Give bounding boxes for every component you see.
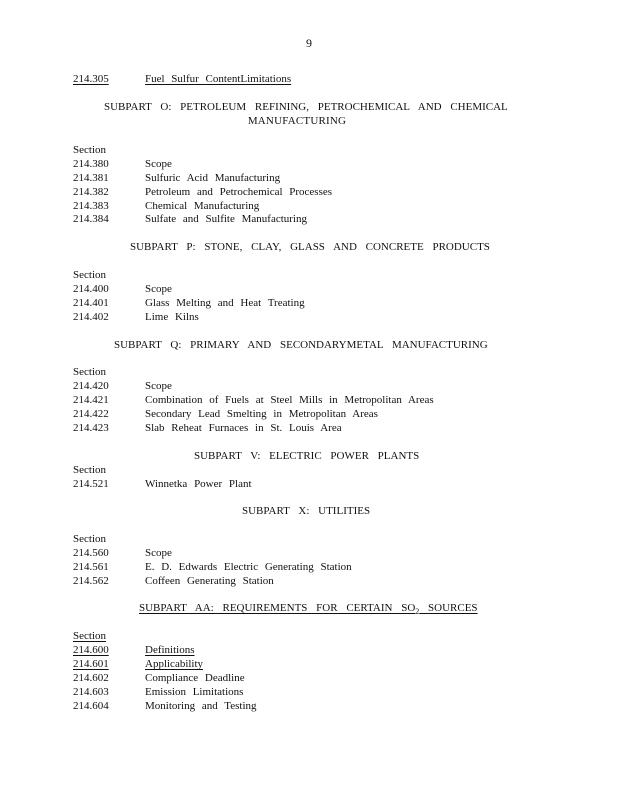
section-title: Slab Reheat Furnaces in St. Louis Area [145,422,342,434]
section-number: 214.421 [73,394,109,406]
section-title: Definitions [145,644,195,656]
section-title: Winnetka Power Plant [145,478,252,490]
subpart-p-heading: SUBPART P: STONE, CLAY, GLASS AND CONCRETE PRODUCTS [130,241,490,253]
section-number: 214.401 [73,297,109,309]
section-title: Sulfuric Acid Manufacturing [145,172,281,184]
section-label: Section [73,269,106,281]
section-label: Section [73,533,106,545]
subpart-aa-heading-main: SUBPART AA: REQUIREMENTS FOR CERTAIN SO [139,602,416,614]
section-title: Chemical Manufacturing [145,200,260,212]
section-number: 214.402 [73,311,109,323]
section-number: 214.601 [73,658,109,670]
section-number: 214.562 [73,575,109,587]
section-number: 214.600 [73,644,109,656]
subpart-o-heading: SUBPART O: PETROLEUM REFINING, PETROCHEMICAL AND CHEMICAL [104,101,508,113]
section-number: 214.604 [73,700,109,712]
page-number: 9 [306,36,312,50]
section-label: Section [73,464,106,476]
section-number: 214.602 [73,672,109,684]
section-title: Monitoring and Testing [145,700,257,712]
section-title: Lime Kilns [145,311,199,323]
section-title: Petroleum and Petrochemical Processes [145,186,333,198]
section-title: Emission Limitations [145,686,244,698]
section-number: 214.305 [73,73,109,85]
section-number: 214.423 [73,422,109,434]
section-number: 214.380 [73,158,109,170]
section-number: 214.383 [73,200,109,212]
section-title: Applicability [145,658,204,670]
section-number: 214.384 [73,213,109,225]
subpart-aa-heading [139,601,484,619]
section-number: 214.381 [73,172,109,184]
subpart-v-heading: SUBPART V: ELECTRIC POWER PLANTS [194,450,420,462]
section-label: Section [73,366,106,378]
section-title: Scope [145,547,172,559]
section-title: Scope [145,158,172,170]
subpart-aa-heading-subscript: 2 [415,607,420,617]
section-title: Compliance Deadline [145,672,245,684]
section-number: 214.603 [73,686,109,698]
section-title: Coffeen Generating Station [145,575,274,587]
section-title: Scope [145,380,172,392]
section-number: 214.400 [73,283,109,295]
section-title: Scope [145,283,172,295]
section-number: 214.420 [73,380,109,392]
section-number: 214.560 [73,547,109,559]
subpart-x-heading: SUBPART X: UTILITIES [242,505,371,517]
section-number: 214.382 [73,186,109,198]
section-label: Section [73,144,106,156]
section-title: Glass Melting and Heat Treating [145,297,305,309]
subpart-aa-heading-end: SOURCES [428,602,478,614]
section-title: Sulfate and Sulfite Manufacturing [145,213,307,225]
subpart-o-heading-line2: MANUFACTURING [247,115,347,127]
section-number: 214.561 [73,561,109,573]
section-number: 214.422 [73,408,109,420]
section-title: Fuel Sulfur ContentLimitations [145,73,292,85]
section-number: 214.521 [73,478,109,490]
section-title: E. D. Edwards Electric Generating Station [145,561,352,573]
section-title: Secondary Lead Smelting in Metropolitan Areas [145,408,378,420]
subpart-q-heading: SUBPART Q: PRIMARY AND SECONDARYMETAL MANUFACTURING [114,339,488,351]
section-label: Section [73,630,106,642]
section-title: Combination of Fuels at Steel Mills in Metropolitan Areas [145,394,434,406]
